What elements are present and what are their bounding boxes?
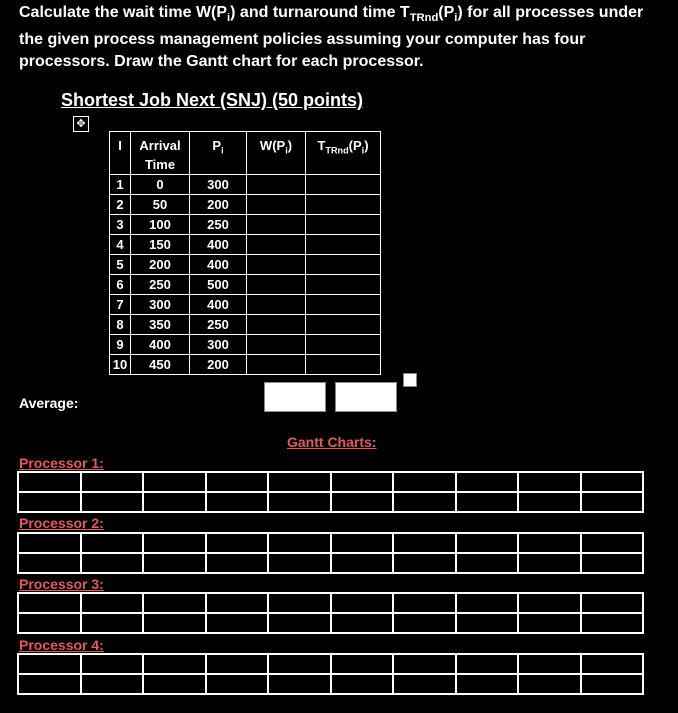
checkbox[interactable] [403, 373, 417, 387]
gantt-cell[interactable] [393, 654, 456, 674]
gantt-cell[interactable] [456, 553, 519, 573]
processor-3-gantt[interactable] [17, 592, 644, 634]
average-wait-field[interactable] [264, 382, 326, 412]
gantt-cell[interactable] [18, 613, 81, 633]
gantt-cell[interactable] [393, 553, 456, 573]
instructions-text: Calculate the wait time $W(P_i)$ and turnaround time $T_{TRnd}(P_i)$ for all processes under the given process management policies assuming your computer has four processors. Draw the Gantt chart for each processor. [19, 4, 644, 71]
gantt-cell[interactable] [268, 553, 331, 573]
gantt-cell[interactable] [581, 593, 644, 613]
gantt-cell[interactable] [143, 674, 206, 694]
gantt-cell[interactable] [206, 472, 269, 492]
table-row [110, 295, 381, 315]
gantt-cell[interactable] [18, 533, 81, 553]
processor-2-label: Processor 2: [19, 515, 104, 531]
gantt-cell[interactable] [143, 533, 206, 553]
cell-wait[interactable] [247, 315, 306, 335]
cell-burst: 400 [190, 235, 247, 255]
header-turnaround: $T_{TRnd}(P_i)$ [306, 132, 381, 175]
cell-wait[interactable] [247, 195, 306, 215]
cell-trnd[interactable] [306, 215, 381, 235]
processor-4-label: Processor 4: [19, 637, 104, 653]
gantt-charts-title: Gantt Charts: [287, 434, 377, 450]
table-row [110, 255, 381, 275]
gantt-cell[interactable] [331, 613, 394, 633]
gantt-cell[interactable] [331, 533, 394, 553]
table-row [110, 215, 381, 235]
header-burst: $P_i$ [190, 132, 247, 175]
gantt-cell[interactable] [393, 492, 456, 512]
gantt-cell[interactable] [143, 492, 206, 512]
cell-id: 4 [110, 235, 131, 255]
gantt-cell[interactable] [456, 472, 519, 492]
process-table [109, 131, 381, 375]
gantt-cell[interactable] [393, 674, 456, 694]
gantt-cell[interactable] [143, 472, 206, 492]
processor-3-label: Processor 3: [19, 576, 104, 592]
cell-wait[interactable] [247, 335, 306, 355]
cell-id: 9 [110, 335, 131, 355]
cell-trnd[interactable] [306, 195, 381, 215]
gantt-cell[interactable] [206, 593, 269, 613]
gantt-cell[interactable] [393, 593, 456, 613]
gantt-cell[interactable] [18, 472, 81, 492]
gantt-cell[interactable] [18, 553, 81, 573]
cell-burst: 250 [190, 315, 247, 335]
gantt-cell[interactable] [81, 654, 144, 674]
cell-arrival: 300 [131, 295, 190, 315]
gantt-cell[interactable] [393, 472, 456, 492]
cell-arrival: 200 [131, 255, 190, 275]
gantt-cell[interactable] [81, 492, 144, 512]
table-row [110, 335, 381, 355]
gantt-cell[interactable] [518, 654, 581, 674]
cell-wait[interactable] [247, 235, 306, 255]
cell-burst: 250 [190, 215, 247, 235]
cell-trnd[interactable] [306, 255, 381, 275]
gantt-cell[interactable] [581, 654, 644, 674]
gantt-cell[interactable] [331, 593, 394, 613]
gantt-cell[interactable] [518, 533, 581, 553]
cell-arrival: 350 [131, 315, 190, 335]
gantt-cell[interactable] [581, 472, 644, 492]
gantt-cell[interactable] [331, 492, 394, 512]
table-row [110, 195, 381, 215]
cell-trnd[interactable] [306, 315, 381, 335]
cell-id: 10 [110, 355, 131, 375]
cell-id: 5 [110, 255, 131, 275]
cell-burst: 300 [190, 335, 247, 355]
gantt-cell[interactable] [81, 472, 144, 492]
gantt-cell[interactable] [581, 533, 644, 553]
gantt-cell[interactable] [206, 533, 269, 553]
cell-burst: 200 [190, 355, 247, 375]
gantt-cell[interactable] [143, 654, 206, 674]
cell-trnd[interactable] [306, 175, 381, 195]
average-label: Average: [19, 395, 79, 411]
cell-arrival: 400 [131, 335, 190, 355]
gantt-cell[interactable] [581, 613, 644, 633]
gantt-cell[interactable] [206, 553, 269, 573]
gantt-cell[interactable] [143, 553, 206, 573]
cell-id: 3 [110, 215, 131, 235]
gantt-cell[interactable] [143, 593, 206, 613]
gantt-cell[interactable] [81, 593, 144, 613]
gantt-cell[interactable] [518, 674, 581, 694]
cell-trnd[interactable] [306, 335, 381, 355]
cell-wait[interactable] [247, 275, 306, 295]
gantt-cell[interactable] [268, 492, 331, 512]
cell-trnd[interactable] [306, 235, 381, 255]
table-row [110, 275, 381, 295]
gantt-cell[interactable] [331, 654, 394, 674]
gantt-cell[interactable] [268, 472, 331, 492]
gantt-cell[interactable] [456, 654, 519, 674]
cell-arrival: 0 [131, 175, 190, 195]
table-row [110, 235, 381, 255]
gantt-cell[interactable] [206, 492, 269, 512]
header-wait-time: $W(P_i)$ [247, 132, 306, 175]
gantt-cell[interactable] [143, 613, 206, 633]
cell-wait[interactable] [247, 175, 306, 195]
gantt-cell[interactable] [206, 654, 269, 674]
cell-trnd[interactable] [306, 295, 381, 315]
gantt-cell[interactable] [18, 492, 81, 512]
table-row [110, 175, 381, 195]
gantt-cell[interactable] [206, 613, 269, 633]
gantt-cell[interactable] [456, 613, 519, 633]
cell-arrival: 100 [131, 215, 190, 235]
gantt-cell[interactable] [331, 674, 394, 694]
gantt-cell[interactable] [393, 613, 456, 633]
gantt-cell[interactable] [581, 553, 644, 573]
gantt-cell[interactable] [331, 553, 394, 573]
gantt-cell[interactable] [518, 553, 581, 573]
cell-burst: 400 [190, 295, 247, 315]
gantt-cell[interactable] [393, 533, 456, 553]
processor-1-label: Processor 1: [19, 455, 104, 471]
gantt-cell[interactable] [456, 533, 519, 553]
header-id: I [110, 132, 131, 175]
gantt-cell[interactable] [206, 674, 269, 694]
cell-id: 7 [110, 295, 131, 315]
processor-4-gantt[interactable] [17, 653, 644, 695]
cell-id: 2 [110, 195, 131, 215]
cell-arrival: 150 [131, 235, 190, 255]
gantt-cell[interactable] [518, 472, 581, 492]
cell-wait[interactable] [247, 295, 306, 315]
cell-id: 1 [110, 175, 131, 195]
gantt-cell[interactable] [18, 654, 81, 674]
gantt-cell[interactable] [81, 553, 144, 573]
gantt-cell[interactable] [331, 472, 394, 492]
cell-trnd[interactable] [306, 355, 381, 375]
cell-wait[interactable] [247, 215, 306, 235]
cell-wait[interactable] [247, 355, 306, 375]
cell-id: 8 [110, 315, 131, 335]
cell-wait[interactable] [247, 255, 306, 275]
gantt-cell[interactable] [268, 533, 331, 553]
gantt-cell[interactable] [581, 674, 644, 694]
cell-arrival: 450 [131, 355, 190, 375]
gantt-cell[interactable] [18, 674, 81, 694]
gantt-cell[interactable] [268, 654, 331, 674]
cell-burst: 500 [190, 275, 247, 295]
gantt-cell[interactable] [518, 613, 581, 633]
gantt-cell[interactable] [81, 674, 144, 694]
cell-burst: 300 [190, 175, 247, 195]
gantt-cell[interactable] [518, 492, 581, 512]
cell-arrival: 50 [131, 195, 190, 215]
gantt-cell[interactable] [456, 674, 519, 694]
table-move-handle-icon[interactable]: ✥ [73, 116, 89, 132]
gantt-cell[interactable] [518, 593, 581, 613]
section-heading: Shortest Job Next (SNJ) (50 points) [61, 90, 364, 110]
gantt-cell[interactable] [268, 674, 331, 694]
gantt-cell[interactable] [581, 492, 644, 512]
table-row [110, 315, 381, 335]
gantt-cell[interactable] [81, 533, 144, 553]
cell-id: 6 [110, 275, 131, 295]
average-turnaround-field[interactable] [335, 382, 397, 412]
processor-1-gantt[interactable] [17, 471, 644, 513]
gantt-cell[interactable] [81, 613, 144, 633]
cell-burst: 200 [190, 195, 247, 215]
gantt-cell[interactable] [268, 593, 331, 613]
table-row [110, 355, 381, 375]
cell-burst: 400 [190, 255, 247, 275]
gantt-cell[interactable] [268, 613, 331, 633]
processor-2-gantt[interactable] [17, 532, 644, 574]
gantt-cell[interactable] [456, 492, 519, 512]
header-arrival-time: Arrival Time [131, 132, 190, 175]
gantt-cell[interactable] [456, 593, 519, 613]
cell-arrival: 250 [131, 275, 190, 295]
gantt-cell[interactable] [18, 593, 81, 613]
cell-trnd[interactable] [306, 275, 381, 295]
